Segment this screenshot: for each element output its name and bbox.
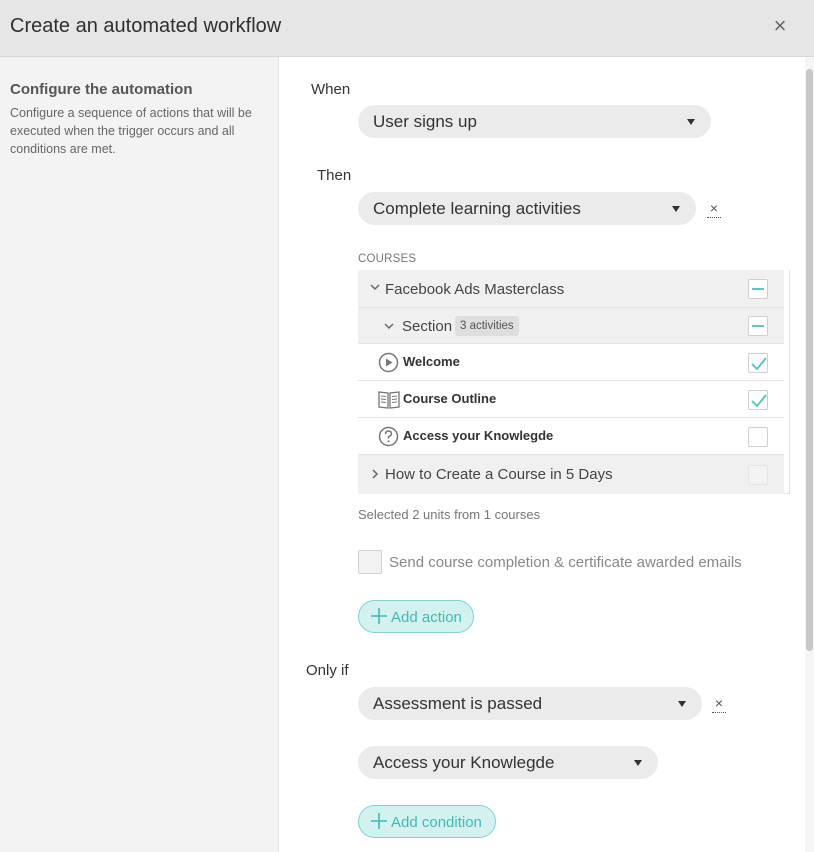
email-option-label: Send course completion & certificate awarded emails: [389, 554, 742, 571]
unit-checkbox[interactable]: [748, 353, 768, 373]
course-title: How to Create a Course in 5 Days: [385, 466, 613, 483]
only-if-label: Only if: [306, 662, 349, 679]
caret-down-icon: [634, 760, 642, 766]
add-condition-button[interactable]: [358, 805, 496, 838]
caret-down-icon: [687, 119, 695, 125]
trigger-value: User signs up: [373, 112, 477, 131]
plus-icon: [370, 812, 388, 834]
sidebar-title: Configure the automation: [10, 81, 193, 98]
action-select[interactable]: [358, 192, 696, 225]
course-title: Facebook Ads Masterclass: [385, 281, 565, 298]
remove-action-icon[interactable]: ×: [707, 202, 721, 218]
course-row[interactable]: [358, 455, 784, 494]
add-action-label: Add action: [391, 609, 462, 626]
workflow-editor: [279, 57, 805, 852]
add-condition-label: Add condition: [391, 814, 482, 831]
chevron-down-icon[interactable]: [370, 281, 380, 295]
section-checkbox[interactable]: [748, 316, 768, 336]
course-checkbox[interactable]: [748, 279, 768, 299]
condition-value: Assessment is passed: [373, 694, 543, 713]
unit-title: Welcome: [403, 354, 460, 369]
close-icon[interactable]: ×: [773, 13, 787, 38]
section-row[interactable]: [358, 308, 784, 344]
plus-icon: [370, 607, 388, 629]
condition-target-select[interactable]: [358, 746, 658, 779]
sidebar-description: Configure a sequence of actions that will be executed when the trigger occurs and all conditions are met.: [10, 106, 252, 156]
scrollbar-thumb[interactable]: [806, 69, 813, 651]
unit-checkbox[interactable]: [748, 390, 768, 410]
remove-condition-icon[interactable]: ×: [712, 697, 726, 713]
then-label: Then: [317, 167, 352, 184]
sidebar: [0, 57, 279, 852]
condition-target-value: Access your Knowlegde: [373, 753, 555, 772]
email-checkbox[interactable]: [358, 550, 382, 574]
when-label: When: [311, 81, 351, 98]
unit-row[interactable]: [358, 418, 784, 455]
unit-row[interactable]: [358, 344, 784, 381]
section-title: Section: [402, 318, 453, 335]
selection-summary: Selected 2 units from 1 courses: [358, 507, 541, 522]
chevron-right-icon[interactable]: [370, 468, 380, 482]
book-icon: [378, 390, 400, 414]
scrollbar[interactable]: [805, 57, 814, 852]
activities-badge: 3 activities: [455, 316, 519, 336]
course-checkbox[interactable]: [748, 465, 768, 485]
trigger-select[interactable]: [358, 105, 711, 138]
action-value: Complete learning activities: [373, 199, 581, 218]
add-action-button[interactable]: [358, 600, 474, 633]
caret-down-icon: [678, 701, 686, 707]
courses-header: COURSES: [358, 253, 417, 265]
course-row[interactable]: [358, 270, 784, 308]
dialog-header: [0, 0, 814, 57]
unit-row[interactable]: [358, 381, 784, 418]
chevron-down-icon[interactable]: [384, 320, 394, 334]
dialog-title: Create an automated workflow: [10, 15, 282, 37]
unit-title: Access your Knowlegde: [403, 428, 554, 443]
caret-down-icon: [672, 206, 680, 212]
unit-checkbox[interactable]: [748, 427, 768, 447]
unit-title: Course Outline: [403, 391, 497, 406]
play-circle-icon: [378, 352, 399, 378]
question-circle-icon: [378, 426, 399, 452]
course-tree: [358, 270, 790, 494]
condition-select[interactable]: [358, 687, 702, 720]
